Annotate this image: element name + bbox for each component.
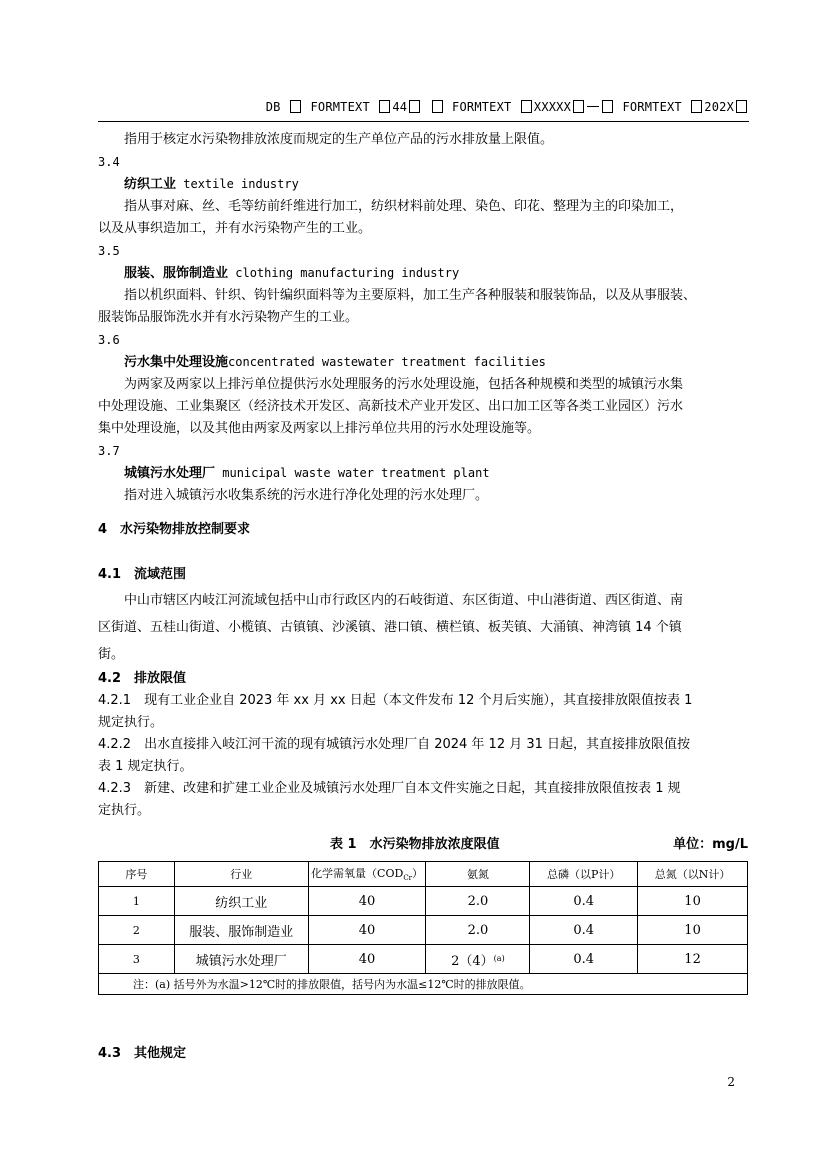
checkbox-icon <box>432 100 443 113</box>
table-row <box>99 916 748 945</box>
cod-label: 化学需氧量（COD <box>311 867 404 881</box>
col-header-no: 序号 <box>99 862 175 887</box>
cell-tn: 10 <box>638 916 748 945</box>
table-caption: 表 1 水污染物排放浓度限值 <box>330 837 500 852</box>
col-header-tn: 总氮（以N计） <box>638 862 748 887</box>
paragraph-line: 中山市辖区内岐江河流域包括中山市行政区内的石岐街道、东区街道、中山港街道、西区街道、南 <box>124 593 684 608</box>
term-number: 3.7 <box>98 444 120 458</box>
term-number: 3.6 <box>98 333 120 347</box>
cell-industry: 纺织工业 <box>174 887 308 916</box>
cell-tn: 10 <box>638 887 748 916</box>
paragraph-line: 街。 <box>98 647 125 662</box>
table-note-row <box>99 974 748 995</box>
cell-nh3: 2.0 <box>426 916 530 945</box>
clause-line: 定执行。 <box>98 803 151 818</box>
cod-subscript: Cr <box>403 874 413 883</box>
cod-label-close: ） <box>412 867 424 881</box>
cell-tp: 0.4 <box>530 887 638 916</box>
intro-text: 指用于核定水污染物排放浓度而规定的生产单位产品的污水排放量上限值。 <box>124 132 554 147</box>
dash-separator <box>587 106 599 107</box>
header-rule <box>98 121 749 122</box>
checkbox-icon <box>691 100 702 113</box>
clause-line: 4.2.1 现有工业企业自 2023 年 xx 月 xx 日起（本文件发布 12 个月后实施），其直接排放限值按表 1 <box>98 693 693 708</box>
term-title <box>98 262 748 285</box>
checkbox-icon <box>736 100 747 113</box>
header-num-1: 44 <box>392 100 408 114</box>
subsection-heading: 4.1 流域范围 <box>98 567 187 582</box>
cell-cod: 40 <box>308 916 426 945</box>
term-title-cn: 服装、服饰制造业 <box>124 266 229 281</box>
document-header-code <box>266 100 749 114</box>
cell-nh3 <box>426 945 530 974</box>
col-header-tp: 总磷（以P计） <box>530 862 638 887</box>
term-title-en: clothing manufacturing industry <box>228 266 460 280</box>
checkbox-icon <box>379 100 390 113</box>
term-definition: 中处理设施、工业集聚区（经济技术开发区、高新技术产业开发区、出口加工区等各类工业园区）污水 <box>98 399 684 414</box>
cell-no: 1 <box>99 887 175 916</box>
section-4 <box>98 519 748 541</box>
cell-cod: 40 <box>308 887 426 916</box>
clause-line: 4.2.3 新建、改建和扩建工业企业及城镇污水处理厂自本文件实施之日起，其直接排放限值按表 1 规 <box>98 781 681 796</box>
term-definition: 以及从事织造加工，并有水污染物产生的工业。 <box>98 221 372 236</box>
subsection-heading: 4.2 排放限值 <box>98 671 187 686</box>
term-title-en: concentrated wastewater treatment facilities <box>228 355 546 369</box>
term-title-cn: 城镇污水处理厂 <box>124 466 216 481</box>
term-number: 3.4 <box>98 155 120 169</box>
term-title-cn: 污水集中处理设施 <box>124 355 229 370</box>
header-field-1: FORMTEXT <box>310 100 370 114</box>
header-code: XXXXX <box>533 100 572 114</box>
term-title-cn: 纺织工业 <box>124 177 177 192</box>
cell-industry: 服装、服饰制造业 <box>174 916 308 945</box>
cell-tp: 0.4 <box>530 945 638 974</box>
term-definition: 为两家及两家以上排污单位提供污水处理服务的污水处理设施，包括各种规模和类型的城镇污水集 <box>124 377 684 392</box>
clause-line: 规定执行。 <box>98 715 164 730</box>
paragraph-line: 区街道、五桂山街道、小榄镇、古镇镇、沙溪镇、港口镇、横栏镇、板芙镇、大涌镇、神湾镇 14 个镇 <box>98 620 682 635</box>
table-row <box>99 887 748 916</box>
term-definition: 指以机织面料、针织、钩针编织面料等为主要原料，加工生产各种服装和服装饰品，以及从事服装、 <box>124 288 697 303</box>
term-definition: 集中处理设施，以及其他由两家及两家以上排污单位共用的污水处理设施等。 <box>98 421 541 436</box>
col-header-nh3: 氨氮 <box>426 862 530 887</box>
section-heading: 4 水污染物排放控制要求 <box>98 522 251 537</box>
term-title <box>98 351 748 374</box>
cell-tp: 0.4 <box>530 916 638 945</box>
term-title-en: textile industry <box>176 177 299 191</box>
nh3-value: 2（4） <box>451 953 494 969</box>
table-row <box>99 945 748 974</box>
header-year: 202X <box>704 100 734 114</box>
cell-tn: 12 <box>638 945 748 974</box>
page-number: 2 <box>727 1075 735 1089</box>
cell-no: 2 <box>99 916 175 945</box>
section-4-3 <box>98 1043 748 1065</box>
term-number: 3.5 <box>98 244 120 258</box>
col-header-industry: 行业 <box>174 862 308 887</box>
col-header-cod <box>308 862 426 887</box>
table-header-row <box>99 862 748 887</box>
table-note: 注：(a) 括号外为水温>12℃时的排放限值，括号内为水温≤12℃时的排放限值。 <box>99 974 748 995</box>
term-definition: 指对进入城镇污水收集系统的污水进行净化处理的污水处理厂。 <box>124 488 489 503</box>
terms-section <box>98 129 748 507</box>
table-unit: 单位：mg/L <box>673 837 748 852</box>
cell-nh3: 2.0 <box>426 887 530 916</box>
checkbox-icon <box>602 100 613 113</box>
checkbox-icon <box>290 100 301 113</box>
term-title <box>98 173 748 196</box>
checkbox-icon <box>521 100 532 113</box>
header-field-3: FORMTEXT <box>622 100 682 114</box>
subsection-heading: 4.3 其他规定 <box>98 1046 187 1061</box>
term-title-en: municipal waste water treatment plant <box>215 466 490 480</box>
header-prefix: DB <box>265 100 281 114</box>
cell-cod: 40 <box>308 945 426 974</box>
term-definition: 指从事对麻、丝、毛等纺前纤维进行加工，纺织材料前处理、染色、印花、整理为主的印染加工， <box>124 199 684 214</box>
checkbox-icon <box>409 100 420 113</box>
clause-line: 4.2.2 出水直接排入岐江河干流的现有城镇污水处理厂自 2024 年 12 月 31 日起，其直接排放限值按 <box>98 737 691 752</box>
checkbox-icon <box>573 100 584 113</box>
nh3-footnote-mark: (a) <box>493 953 505 963</box>
header-field-2: FORMTEXT <box>452 100 512 114</box>
clause-line: 表 1 规定执行。 <box>98 759 193 774</box>
section-4-1 <box>98 564 748 668</box>
emission-limits-table <box>98 861 748 995</box>
term-definition: 服装饰品服饰洗水并有水污染物产生的工业。 <box>98 310 359 325</box>
cell-industry: 城镇污水处理厂 <box>174 945 308 974</box>
section-4-2 <box>98 668 748 822</box>
term-title <box>98 462 748 485</box>
cell-no: 3 <box>99 945 175 974</box>
